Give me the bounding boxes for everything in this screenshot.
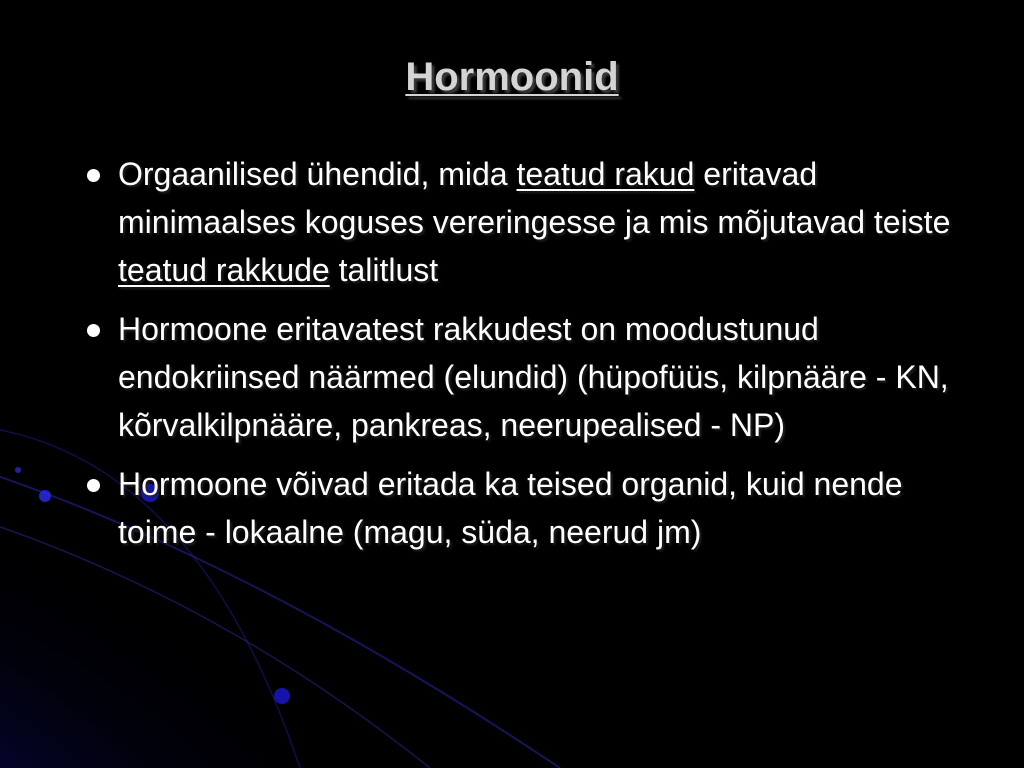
bullet-point-icon [87, 324, 100, 337]
bullet-item [80, 460, 980, 556]
bullet-item [80, 305, 980, 449]
bullet-point-icon [87, 479, 100, 492]
bullet-list [80, 150, 980, 567]
bullet-text: Hormoone eritavatest rakkudest on moodustunud endokriinsed näärmed (elundid) (hüpofüüs, kilpnääre - KN, kõrvalkilpnääre, pankreas, neerupealised - NP) [118, 311, 949, 443]
glow-dot [274, 688, 290, 704]
bullet-text: eritavad minimaalses koguses vereringesse ja mis mõjutavad teiste [118, 156, 951, 240]
glow-dot [39, 490, 51, 502]
slide-title: Hormoonid [405, 55, 619, 99]
bullet-text: Hormoone võivad eritada ka teised organid, kuid nende toime - lokaalne (magu, süda, neerud jm) [118, 466, 903, 550]
underlined-term: teatud rakkude [118, 252, 330, 288]
bullet-point-icon [87, 169, 100, 182]
underlined-term: teatud rakud [516, 156, 695, 192]
bullet-item [80, 150, 980, 294]
bullet-text: talitlust [329, 252, 439, 288]
glow-dot [15, 467, 21, 473]
bullet-text: Orgaanilised ühendid, mida [118, 156, 517, 192]
